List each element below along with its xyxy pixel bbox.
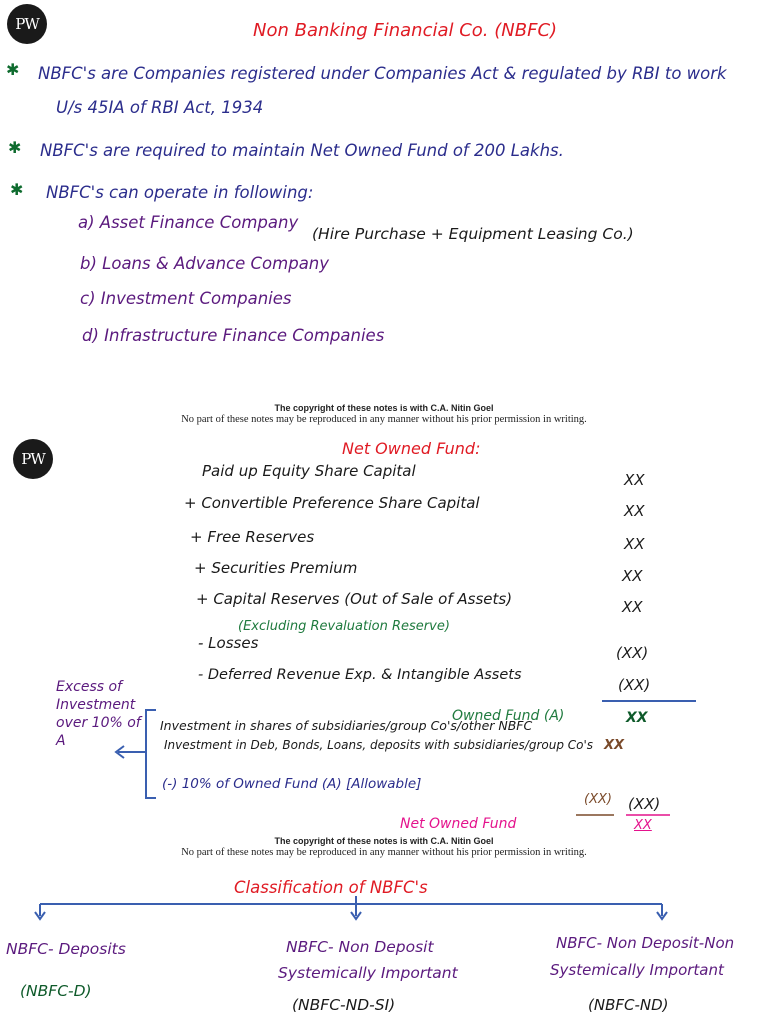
nof-value: (XX) <box>618 676 651 694</box>
investment-line-1: Investment in shares of subsidiaries/group Co's/other NBFC <box>160 718 533 733</box>
investment-line-2: Investment in Deb, Bonds, Loans, deposits with subsidiaries/group Co's <box>164 738 594 752</box>
category-nd-si-abbr: (NBFC-ND-SI) <box>292 996 396 1014</box>
owned-fund-value: XX <box>626 710 648 726</box>
type-investment: c) Investment Companies <box>80 289 292 308</box>
category-nd-abbr: (NBFC-ND) <box>588 996 669 1014</box>
page-title: Non Banking Financial Co. (NBFC) <box>253 20 558 41</box>
notes-page-1 <box>0 0 768 430</box>
type-asset-finance: a) Asset Finance Company <box>78 213 299 232</box>
nof-value: XX <box>624 535 645 553</box>
less-allowable-line: (-) 10% of Owned Fund (A) [Allowable] <box>162 776 422 792</box>
nof-row-equity: Paid up Equity Share Capital <box>202 462 416 480</box>
category-nd-si-line-1: NBFC- Non Deposit <box>286 938 434 956</box>
nof-value: XX <box>622 567 643 585</box>
classification-title: Classification of NBFC's <box>234 878 428 897</box>
bullet-star-icon: ✱ <box>8 138 22 157</box>
nof-value: XX <box>624 502 645 520</box>
nof-value: (XX) <box>616 644 649 662</box>
category-nd-line-1: NBFC- Non Deposit-Non <box>556 934 735 952</box>
owned-fund-label: Owned Fund (A) <box>452 708 565 724</box>
category-deposits-abbr: (NBFC-D) <box>20 982 92 1000</box>
nof-row-capital-reserves: + Capital Reserves (Out of Sale of Assets) <box>196 590 513 608</box>
copyright-line: The copyright of these notes is with C.A. Nitin Goel <box>274 403 494 413</box>
net-owned-fund-label: Net Owned Fund <box>400 816 517 832</box>
excess-note: Excess of Investment over 10% of A <box>56 679 141 749</box>
nof-row-preference: + Convertible Preference Share Capital <box>184 494 480 512</box>
notes-page-3 <box>0 866 768 1024</box>
category-deposits: NBFC- Deposits <box>6 940 126 958</box>
classification-tree-lines <box>0 866 768 926</box>
bullet-star-icon: ✱ <box>6 60 20 79</box>
nof-row-free-reserves: + Free Reserves <box>190 528 315 546</box>
pw-logo: PW <box>13 439 53 479</box>
nof-row-securities: + Securities Premium <box>194 559 358 577</box>
category-nd-si-line-2: Systemically Important <box>278 964 458 982</box>
bullet-star-icon: ✱ <box>10 180 24 199</box>
asset-finance-note: (Hire Purchase + Equipment Leasing Co.) <box>312 225 634 243</box>
excluding-note: (Excluding Revaluation Reserve) <box>238 619 450 634</box>
net-underline <box>574 812 674 818</box>
notice-line: No part of these notes may be reproduced in any manner without his prior permission in writing. <box>181 847 587 858</box>
bullet-1-line-2: U/s 45IA of RBI Act, 1934 <box>56 98 264 117</box>
bullet-3: NBFC's can operate in following: <box>46 183 314 202</box>
notice-line: No part of these notes may be reproduced in any manner without his prior permission in writing. <box>181 414 587 425</box>
category-nd-line-2: Systemically Important <box>550 961 724 979</box>
total-underline <box>600 698 700 704</box>
nof-title: Net Owned Fund: <box>342 439 481 458</box>
nof-value: XX <box>624 471 645 489</box>
net-deduction-value: (XX) <box>628 795 661 813</box>
net-owned-fund-value: XX <box>634 818 652 833</box>
bullet-1: NBFC's are Companies registered under Companies Act & regulated by RBI to work <box>38 64 727 83</box>
nof-row-losses: - Losses <box>198 634 259 652</box>
bullet-2: NBFC's are required to maintain Net Owned Fund of 200 Lakhs. <box>40 141 564 160</box>
notes-page-2 <box>0 432 768 864</box>
pw-logo: PW <box>7 4 47 44</box>
investment-value: XX <box>604 738 625 753</box>
type-loans-advance: b) Loans & Advance Company <box>80 254 330 273</box>
nof-row-deferred: - Deferred Revenue Exp. & Intangible Assets <box>198 667 522 683</box>
copyright-line: The copyright of these notes is with C.A. Nitin Goel <box>274 836 494 846</box>
nof-value: XX <box>622 598 643 616</box>
net-investment-value: (XX) <box>584 792 612 807</box>
copyright-footer <box>0 836 768 858</box>
copyright-footer <box>0 403 768 425</box>
type-infrastructure: d) Infrastructure Finance Companies <box>82 326 385 345</box>
